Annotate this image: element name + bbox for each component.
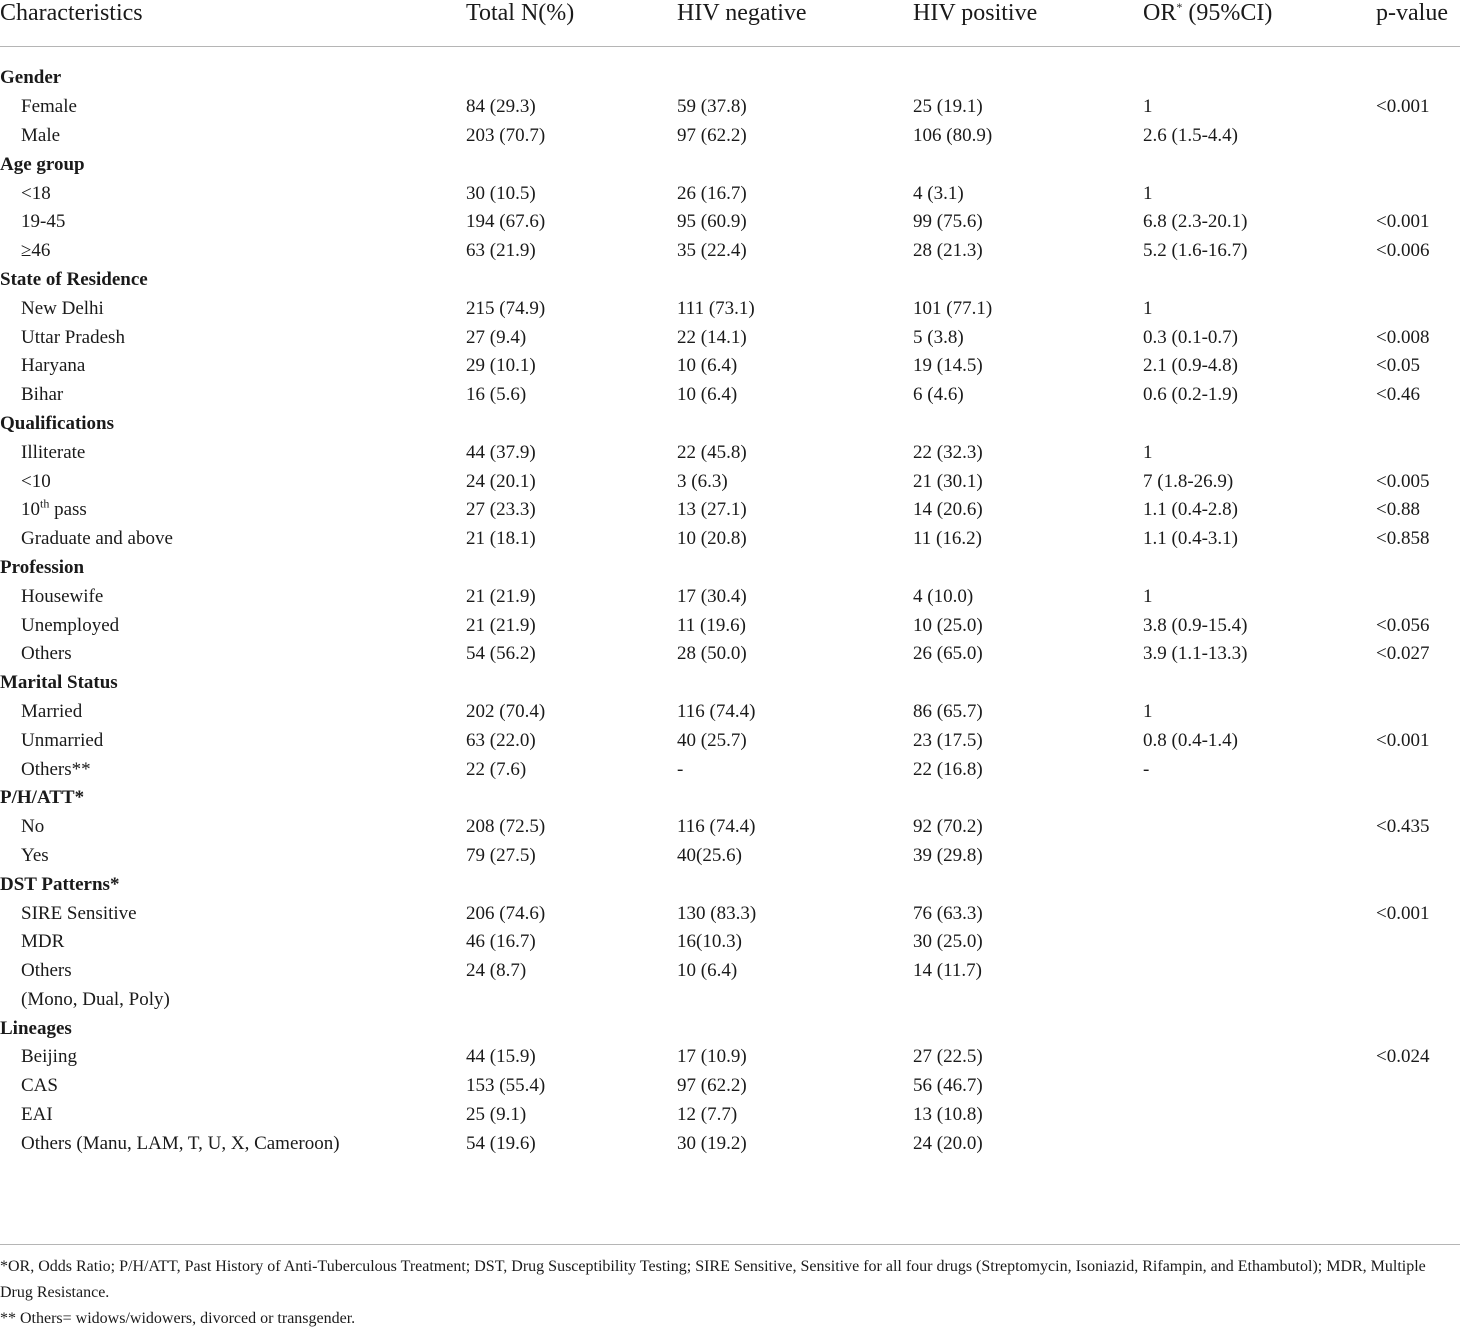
cell-hiv-negative: 28 (50.0) xyxy=(677,643,747,665)
cell-odds-ratio: 2.1 (0.9-4.8) xyxy=(1143,355,1238,377)
header-p-value: p-value xyxy=(1376,0,1460,47)
table-row xyxy=(0,1072,1460,1101)
cell-total: 153 (55.4) xyxy=(466,1075,546,1097)
table-row xyxy=(0,208,1460,237)
cell-odds-ratio: - xyxy=(1143,758,1150,780)
table-row xyxy=(0,1043,1460,1072)
cell-hiv-positive: 14 (20.6) xyxy=(913,499,983,521)
cell-hiv-positive: 99 (75.6) xyxy=(913,211,983,233)
cell-hiv-positive: 14 (11.7) xyxy=(913,960,982,982)
cell-hiv-negative: 22 (45.8) xyxy=(677,441,747,463)
cell-characteristic: Yes xyxy=(21,844,49,866)
cell-hiv-negative: 22 (14.1) xyxy=(677,326,747,348)
cell-total: 194 (67.6) xyxy=(466,211,546,233)
cell-hiv-positive: 4 (10.0) xyxy=(913,585,974,607)
cell-p-value xyxy=(1376,582,1460,611)
cell-hiv-positive: 19 (14.5) xyxy=(913,355,983,377)
table-row xyxy=(0,842,1460,871)
footnotes xyxy=(0,1254,1460,1332)
cell-odds-ratio xyxy=(1143,1072,1376,1101)
cell-odds-ratio: 1 xyxy=(1143,700,1153,722)
cell-hiv-negative: 17 (10.9) xyxy=(677,1046,747,1068)
cell-odds-ratio: 3.8 (0.9-15.4) xyxy=(1143,614,1248,636)
group-row xyxy=(0,64,1460,93)
cell-p-value: <0.46 xyxy=(1376,384,1420,406)
cell-characteristic: (Mono, Dual, Poly) xyxy=(21,988,170,1010)
group-row xyxy=(0,1014,1460,1043)
cell-hiv-positive: 28 (21.3) xyxy=(913,240,983,262)
cell-characteristic: Others** xyxy=(21,758,91,780)
cell-hiv-positive: 4 (3.1) xyxy=(913,182,964,204)
cell-total: 206 (74.6) xyxy=(466,902,546,924)
cell-hiv-negative: 97 (62.2) xyxy=(677,124,747,146)
cell-odds-ratio: 1 xyxy=(1143,585,1153,607)
cell-total: 30 (10.5) xyxy=(466,182,536,204)
table-row xyxy=(0,582,1460,611)
cell-hiv-positive: 21 (30.1) xyxy=(913,470,983,492)
cell-hiv-positive: 22 (32.3) xyxy=(913,441,983,463)
cell-hiv-negative: 10 (6.4) xyxy=(677,355,738,377)
group-row xyxy=(0,870,1460,899)
table-row xyxy=(0,179,1460,208)
cell-characteristic: No xyxy=(21,816,45,838)
table-row xyxy=(0,352,1460,381)
group-label: Profession xyxy=(0,556,85,578)
cell-total: 44 (37.9) xyxy=(466,441,536,463)
group-label: P/H/ATT* xyxy=(0,787,85,809)
table-row xyxy=(0,1101,1460,1130)
cell-characteristic: ≥46 xyxy=(21,240,51,262)
cell-characteristic: 19-45 xyxy=(21,211,66,233)
cell-characteristic: <10 xyxy=(21,470,51,492)
cell-total: 208 (72.5) xyxy=(466,816,546,838)
cell-total xyxy=(466,986,677,1015)
cell-hiv-negative: 40 (25.7) xyxy=(677,729,747,751)
cell-odds-ratio: 6.8 (2.3-20.1) xyxy=(1143,211,1248,233)
cell-odds-ratio xyxy=(1143,1043,1376,1072)
cell-hiv-positive: 23 (17.5) xyxy=(913,729,983,751)
cell-odds-ratio: 1.1 (0.4-3.1) xyxy=(1143,528,1238,550)
header-hiv-negative: HIV negative xyxy=(677,0,913,47)
cell-characteristic: Beijing xyxy=(21,1046,77,1068)
cell-total: 24 (8.7) xyxy=(466,960,527,982)
group-label: Age group xyxy=(0,153,85,175)
cell-hiv-negative xyxy=(677,986,913,1015)
cell-p-value xyxy=(1376,928,1460,957)
cell-p-value: <0.88 xyxy=(1376,499,1420,521)
cell-p-value xyxy=(1376,698,1460,727)
table-header xyxy=(0,0,1460,64)
cell-total: 203 (70.7) xyxy=(466,124,546,146)
table-row xyxy=(0,294,1460,323)
table-bottom-rule xyxy=(0,1244,1460,1245)
cell-odds-ratio xyxy=(1143,957,1376,986)
cell-characteristic: 10th pass xyxy=(21,497,87,521)
cell-characteristic: Illiterate xyxy=(21,441,86,463)
cell-hiv-negative: 95 (60.9) xyxy=(677,211,747,233)
group-row xyxy=(0,410,1460,439)
cell-hiv-negative: 10 (20.8) xyxy=(677,528,747,550)
footnote-others: ** Others= widows/widowers, divorced or transgender. xyxy=(0,1310,356,1327)
cell-odds-ratio: 1 xyxy=(1143,441,1153,463)
cell-p-value: <0.005 xyxy=(1376,470,1430,492)
cell-total: 84 (29.3) xyxy=(466,96,536,118)
table-body xyxy=(0,64,1460,1158)
cell-odds-ratio: 0.6 (0.2-1.9) xyxy=(1143,384,1238,406)
cell-p-value xyxy=(1376,294,1460,323)
table-row xyxy=(0,957,1460,986)
cell-total: 21 (18.1) xyxy=(466,528,536,550)
table-row xyxy=(0,640,1460,669)
cell-odds-ratio: 3.9 (1.1-13.3) xyxy=(1143,643,1248,665)
cell-hiv-negative: 111 (73.1) xyxy=(677,297,755,319)
cell-hiv-negative: 16(10.3) xyxy=(677,931,742,953)
cell-hiv-negative: 40(25.6) xyxy=(677,844,742,866)
cell-p-value: <0.001 xyxy=(1376,211,1430,233)
cell-total: 25 (9.1) xyxy=(466,1104,527,1126)
cell-p-value: <0.027 xyxy=(1376,643,1430,665)
cell-p-value xyxy=(1376,1129,1460,1158)
cell-hiv-positive: 86 (65.7) xyxy=(913,700,983,722)
cell-hiv-positive: 13 (10.8) xyxy=(913,1104,983,1126)
cell-p-value: <0.858 xyxy=(1376,528,1430,550)
table-row xyxy=(0,726,1460,755)
cell-total: 202 (70.4) xyxy=(466,700,546,722)
group-label: Gender xyxy=(0,67,62,89)
cell-characteristic: Male xyxy=(21,124,61,146)
cell-odds-ratio: 1 xyxy=(1143,96,1153,118)
cell-hiv-negative: 35 (22.4) xyxy=(677,240,747,262)
table-row xyxy=(0,323,1460,352)
cell-hiv-positive: 5 (3.8) xyxy=(913,326,964,348)
cell-odds-ratio: 5.2 (1.6-16.7) xyxy=(1143,240,1248,262)
cell-p-value: <0.024 xyxy=(1376,1046,1430,1068)
table-row xyxy=(0,1129,1460,1158)
cell-p-value xyxy=(1376,438,1460,467)
table-row xyxy=(0,986,1460,1015)
cell-hiv-positive: 6 (4.6) xyxy=(913,384,964,406)
cell-total: 27 (9.4) xyxy=(466,326,527,348)
group-row xyxy=(0,554,1460,583)
cell-hiv-positive: 30 (25.0) xyxy=(913,931,983,953)
cell-characteristic: New Delhi xyxy=(21,297,104,319)
table-row xyxy=(0,237,1460,266)
cell-hiv-positive: 106 (80.9) xyxy=(913,124,993,146)
group-label: Lineages xyxy=(0,1017,72,1039)
table-row xyxy=(0,698,1460,727)
cell-total: 215 (74.9) xyxy=(466,297,546,319)
cell-p-value: <0.05 xyxy=(1376,355,1420,377)
table-row xyxy=(0,813,1460,842)
cell-p-value xyxy=(1376,179,1460,208)
cell-characteristic: Bihar xyxy=(21,384,64,406)
cell-odds-ratio: 1 xyxy=(1143,297,1153,319)
cell-total: 54 (56.2) xyxy=(466,643,536,665)
cell-hiv-negative: 130 (83.3) xyxy=(677,902,757,924)
cell-hiv-negative: 116 (74.4) xyxy=(677,816,756,838)
cell-p-value xyxy=(1376,957,1460,986)
table-row xyxy=(0,611,1460,640)
group-label: Qualifications xyxy=(0,412,115,434)
cell-p-value: <0.006 xyxy=(1376,240,1430,262)
cell-total: 54 (19.6) xyxy=(466,1132,536,1154)
cell-hiv-positive: 24 (20.0) xyxy=(913,1132,983,1154)
cell-hiv-positive: 10 (25.0) xyxy=(913,614,983,636)
cell-odds-ratio xyxy=(1143,1101,1376,1130)
cell-characteristic: SIRE Sensitive xyxy=(21,902,137,924)
cell-total: 46 (16.7) xyxy=(466,931,536,953)
group-row xyxy=(0,266,1460,295)
cell-hiv-positive: 26 (65.0) xyxy=(913,643,983,665)
group-label: State of Residence xyxy=(0,268,148,290)
cell-hiv-negative: 11 (19.6) xyxy=(677,614,746,636)
cell-characteristic: Others xyxy=(21,643,72,665)
cell-total: 24 (20.1) xyxy=(466,470,536,492)
cell-odds-ratio xyxy=(1143,928,1376,957)
group-row xyxy=(0,784,1460,813)
cell-p-value xyxy=(1376,122,1460,151)
cell-p-value xyxy=(1376,755,1460,784)
table-row xyxy=(0,755,1460,784)
cell-characteristic: Graduate and above xyxy=(21,528,173,550)
cell-hiv-positive: 39 (29.8) xyxy=(913,844,983,866)
header-total: Total N(%) xyxy=(466,0,677,47)
cell-characteristic: EAI xyxy=(21,1104,53,1126)
cell-total: 44 (15.9) xyxy=(466,1046,536,1068)
cell-hiv-positive xyxy=(913,986,1143,1015)
cell-characteristic: Married xyxy=(21,700,83,722)
cell-odds-ratio: 1.1 (0.4-2.8) xyxy=(1143,499,1238,521)
header-hiv-positive: HIV positive xyxy=(913,0,1143,47)
cell-p-value: <0.001 xyxy=(1376,96,1430,118)
cell-characteristic: Housewife xyxy=(21,585,104,607)
table-row xyxy=(0,928,1460,957)
cell-hiv-negative: 116 (74.4) xyxy=(677,700,756,722)
cell-total: 22 (7.6) xyxy=(466,758,527,780)
cell-hiv-positive: 56 (46.7) xyxy=(913,1075,983,1097)
cell-characteristic: Unemployed xyxy=(21,614,120,636)
cell-characteristic: Haryana xyxy=(21,355,86,377)
table-row xyxy=(0,381,1460,410)
table-row xyxy=(0,122,1460,151)
cell-characteristic: Others (Manu, LAM, T, U, X, Cameroon) xyxy=(21,1132,340,1154)
cell-p-value: <0.435 xyxy=(1376,816,1430,838)
group-row xyxy=(0,669,1460,698)
cell-hiv-positive: 25 (19.1) xyxy=(913,96,983,118)
cell-hiv-negative: 26 (16.7) xyxy=(677,182,747,204)
cell-characteristic: <18 xyxy=(21,182,51,204)
cell-odds-ratio xyxy=(1143,1129,1376,1158)
cell-total: 21 (21.9) xyxy=(466,585,536,607)
cell-total: 16 (5.6) xyxy=(466,384,527,406)
cell-p-value xyxy=(1376,1072,1460,1101)
cell-odds-ratio xyxy=(1143,899,1376,928)
cell-hiv-negative: 30 (19.2) xyxy=(677,1132,747,1154)
cell-odds-ratio: 7 (1.8-26.9) xyxy=(1143,470,1234,492)
cell-characteristic: Uttar Pradesh xyxy=(21,326,125,348)
cell-p-value xyxy=(1376,986,1460,1015)
group-row xyxy=(0,150,1460,179)
cell-hiv-negative: 10 (6.4) xyxy=(677,384,738,406)
cell-hiv-positive: 101 (77.1) xyxy=(913,297,993,319)
cell-characteristic: Others xyxy=(21,960,72,982)
table-row xyxy=(0,525,1460,554)
cell-odds-ratio: 1 xyxy=(1143,182,1153,204)
cell-hiv-negative: 97 (62.2) xyxy=(677,1075,747,1097)
cell-hiv-positive: 76 (63.3) xyxy=(913,902,983,924)
cell-total: 27 (23.3) xyxy=(466,499,536,521)
header-characteristics: Characteristics xyxy=(0,0,466,47)
cell-characteristic: Unmarried xyxy=(21,729,104,751)
cell-hiv-negative: 59 (37.8) xyxy=(677,96,747,118)
table-row xyxy=(0,496,1460,525)
header-odds-ratio: OR* (95%CI) xyxy=(1143,0,1376,47)
cell-odds-ratio xyxy=(1143,813,1376,842)
cell-characteristic: Female xyxy=(21,96,77,118)
cell-total: 79 (27.5) xyxy=(466,844,536,866)
footnote-abbreviations: *OR, Odds Ratio; P/H/ATT, Past History of Anti-Tuberculous Treatment; DST, Drug Susceptibility Testing; SIRE Sensitive, Sensitive for all four drugs (Streptomycin, Isoniazid, Rifampin, and Ethambutol); MDR, Multiple Drug Resistance. xyxy=(0,1258,1426,1301)
cell-characteristic: MDR xyxy=(21,931,65,953)
cell-characteristic: CAS xyxy=(21,1075,58,1097)
cell-hiv-negative: 13 (27.1) xyxy=(677,499,747,521)
cell-hiv-positive: 22 (16.8) xyxy=(913,758,983,780)
table-row xyxy=(0,93,1460,122)
table-row xyxy=(0,438,1460,467)
cell-p-value xyxy=(1376,842,1460,871)
cell-hiv-negative: - xyxy=(677,758,684,780)
cell-hiv-negative: 17 (30.4) xyxy=(677,585,747,607)
table-row xyxy=(0,899,1460,928)
cell-hiv-negative: 10 (6.4) xyxy=(677,960,738,982)
cell-hiv-positive: 27 (22.5) xyxy=(913,1046,983,1068)
group-label: Marital Status xyxy=(0,672,118,694)
cell-odds-ratio: 2.6 (1.5-4.4) xyxy=(1143,124,1238,146)
cell-hiv-positive: 11 (16.2) xyxy=(913,528,982,550)
table-row xyxy=(0,467,1460,496)
cell-p-value: <0.001 xyxy=(1376,729,1430,751)
cell-total: 29 (10.1) xyxy=(466,355,536,377)
cell-hiv-positive: 92 (70.2) xyxy=(913,816,983,838)
cell-hiv-negative: 3 (6.3) xyxy=(677,470,728,492)
cell-odds-ratio: 0.3 (0.1-0.7) xyxy=(1143,326,1238,348)
group-label: DST Patterns* xyxy=(0,873,120,895)
cell-total: 21 (21.9) xyxy=(466,614,536,636)
cell-odds-ratio: 0.8 (0.4-1.4) xyxy=(1143,729,1238,751)
cell-p-value: <0.056 xyxy=(1376,614,1430,636)
cell-p-value: <0.001 xyxy=(1376,902,1430,924)
cell-total: 63 (21.9) xyxy=(466,240,536,262)
cell-p-value: <0.008 xyxy=(1376,326,1430,348)
cell-total: 63 (22.0) xyxy=(466,729,536,751)
cell-odds-ratio xyxy=(1143,986,1376,1015)
cell-hiv-negative: 12 (7.7) xyxy=(677,1104,738,1126)
cell-p-value xyxy=(1376,1101,1460,1130)
cell-odds-ratio xyxy=(1143,842,1376,871)
